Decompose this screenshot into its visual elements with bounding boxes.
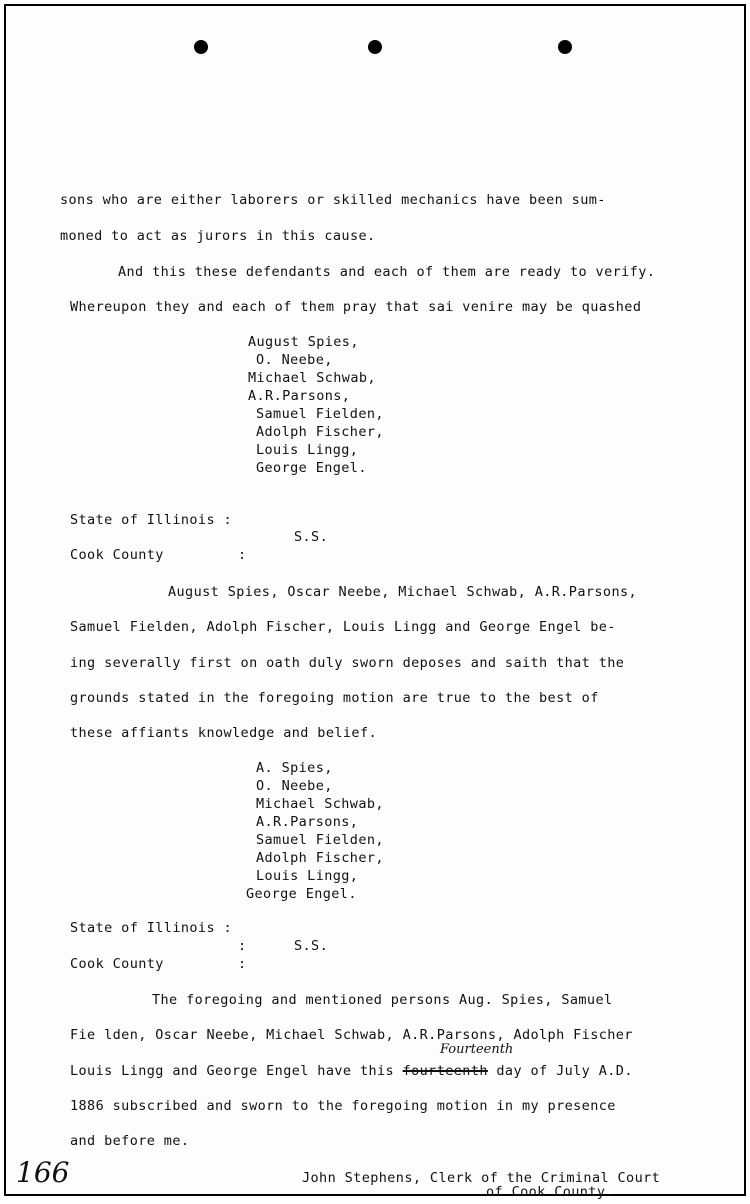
signature-name: August Spies,	[248, 334, 359, 350]
venue-ss: S.S.	[294, 938, 329, 954]
venue-colon: :	[238, 938, 247, 954]
venue-ss: S.S.	[294, 529, 329, 545]
jurat-line: 1886 subscribed and sworn to the foregoing motion in my presence	[70, 1098, 616, 1114]
document-page	[4, 4, 746, 1200]
jurat-line: and before me.	[70, 1133, 190, 1149]
body-line: sons who are either laborers or skilled mechanics have been sum-	[60, 192, 606, 208]
signature-name: Samuel Fielden,	[256, 406, 384, 422]
signature-name: Samuel Fielden,	[256, 832, 384, 848]
jurat-line: Fie lden, Oscar Neebe, Michael Schwab, A.R.Parsons, Adolph Fischer	[70, 1027, 633, 1043]
affidavit-line: August Spies, Oscar Neebe, Michael Schwab, A.R.Parsons,	[168, 584, 638, 600]
signature-name: A.R.Parsons,	[248, 388, 351, 404]
punch-hole-left	[194, 40, 208, 54]
signature-name: Adolph Fischer,	[256, 850, 384, 866]
body-line: moned to act as jurors in this cause.	[60, 228, 376, 244]
jurat-line	[70, 1063, 633, 1079]
punch-hole-center	[368, 40, 382, 54]
affidavit-line: ing severally first on oath duly sworn deposes and saith that the	[70, 655, 625, 671]
body-line: And this these defendants and each of them are ready to verify.	[118, 264, 656, 280]
signature-name: O. Neebe,	[256, 352, 333, 368]
venue-colon: :	[238, 956, 247, 972]
punch-hole-right	[558, 40, 572, 54]
signature-name: Louis Lingg,	[256, 442, 359, 458]
venue-county: Cook County	[70, 956, 164, 972]
clerk-title: of Cook County.	[486, 1184, 614, 1200]
clerk-signature: John Stephens, Clerk of the Criminal Court	[302, 1170, 661, 1186]
struck-word: fourteenth	[402, 1063, 488, 1079]
signature-name: Michael Schwab,	[256, 796, 384, 812]
signature-name: A. Spies,	[256, 760, 333, 776]
signature-name: Adolph Fischer,	[256, 424, 384, 440]
page-number: 166	[16, 1156, 70, 1189]
venue-state: State of Illinois :	[70, 512, 233, 528]
signature-name: O. Neebe,	[256, 778, 333, 794]
affidavit-line: grounds stated in the foregoing motion are true to the best of	[70, 690, 599, 706]
signature-name: George Engel.	[246, 886, 357, 902]
affidavit-line: these affiants knowledge and belief.	[70, 725, 377, 741]
signature-name: Michael Schwab,	[248, 370, 376, 386]
venue-colon: :	[238, 547, 247, 563]
body-line: Whereupon they and each of them pray that sai venire may be quashed	[70, 299, 642, 315]
signature-name: George Engel.	[256, 460, 367, 476]
venue-county: Cook County	[70, 547, 164, 563]
jurat-line: The foregoing and mentioned persons Aug. Spies, Samuel	[152, 992, 613, 1008]
signature-name: A.R.Parsons,	[256, 814, 359, 830]
jurat-text: day of July A.D.	[496, 1063, 633, 1079]
affidavit-line: Samuel Fielden, Adolph Fischer, Louis Lingg and George Engel be-	[70, 619, 616, 635]
handwritten-day: Fourteenth	[440, 1042, 514, 1057]
jurat-text: Louis Lingg and George Engel have this	[70, 1063, 395, 1079]
signature-name: Louis Lingg,	[256, 868, 359, 884]
venue-state: State of Illinois :	[70, 920, 233, 936]
